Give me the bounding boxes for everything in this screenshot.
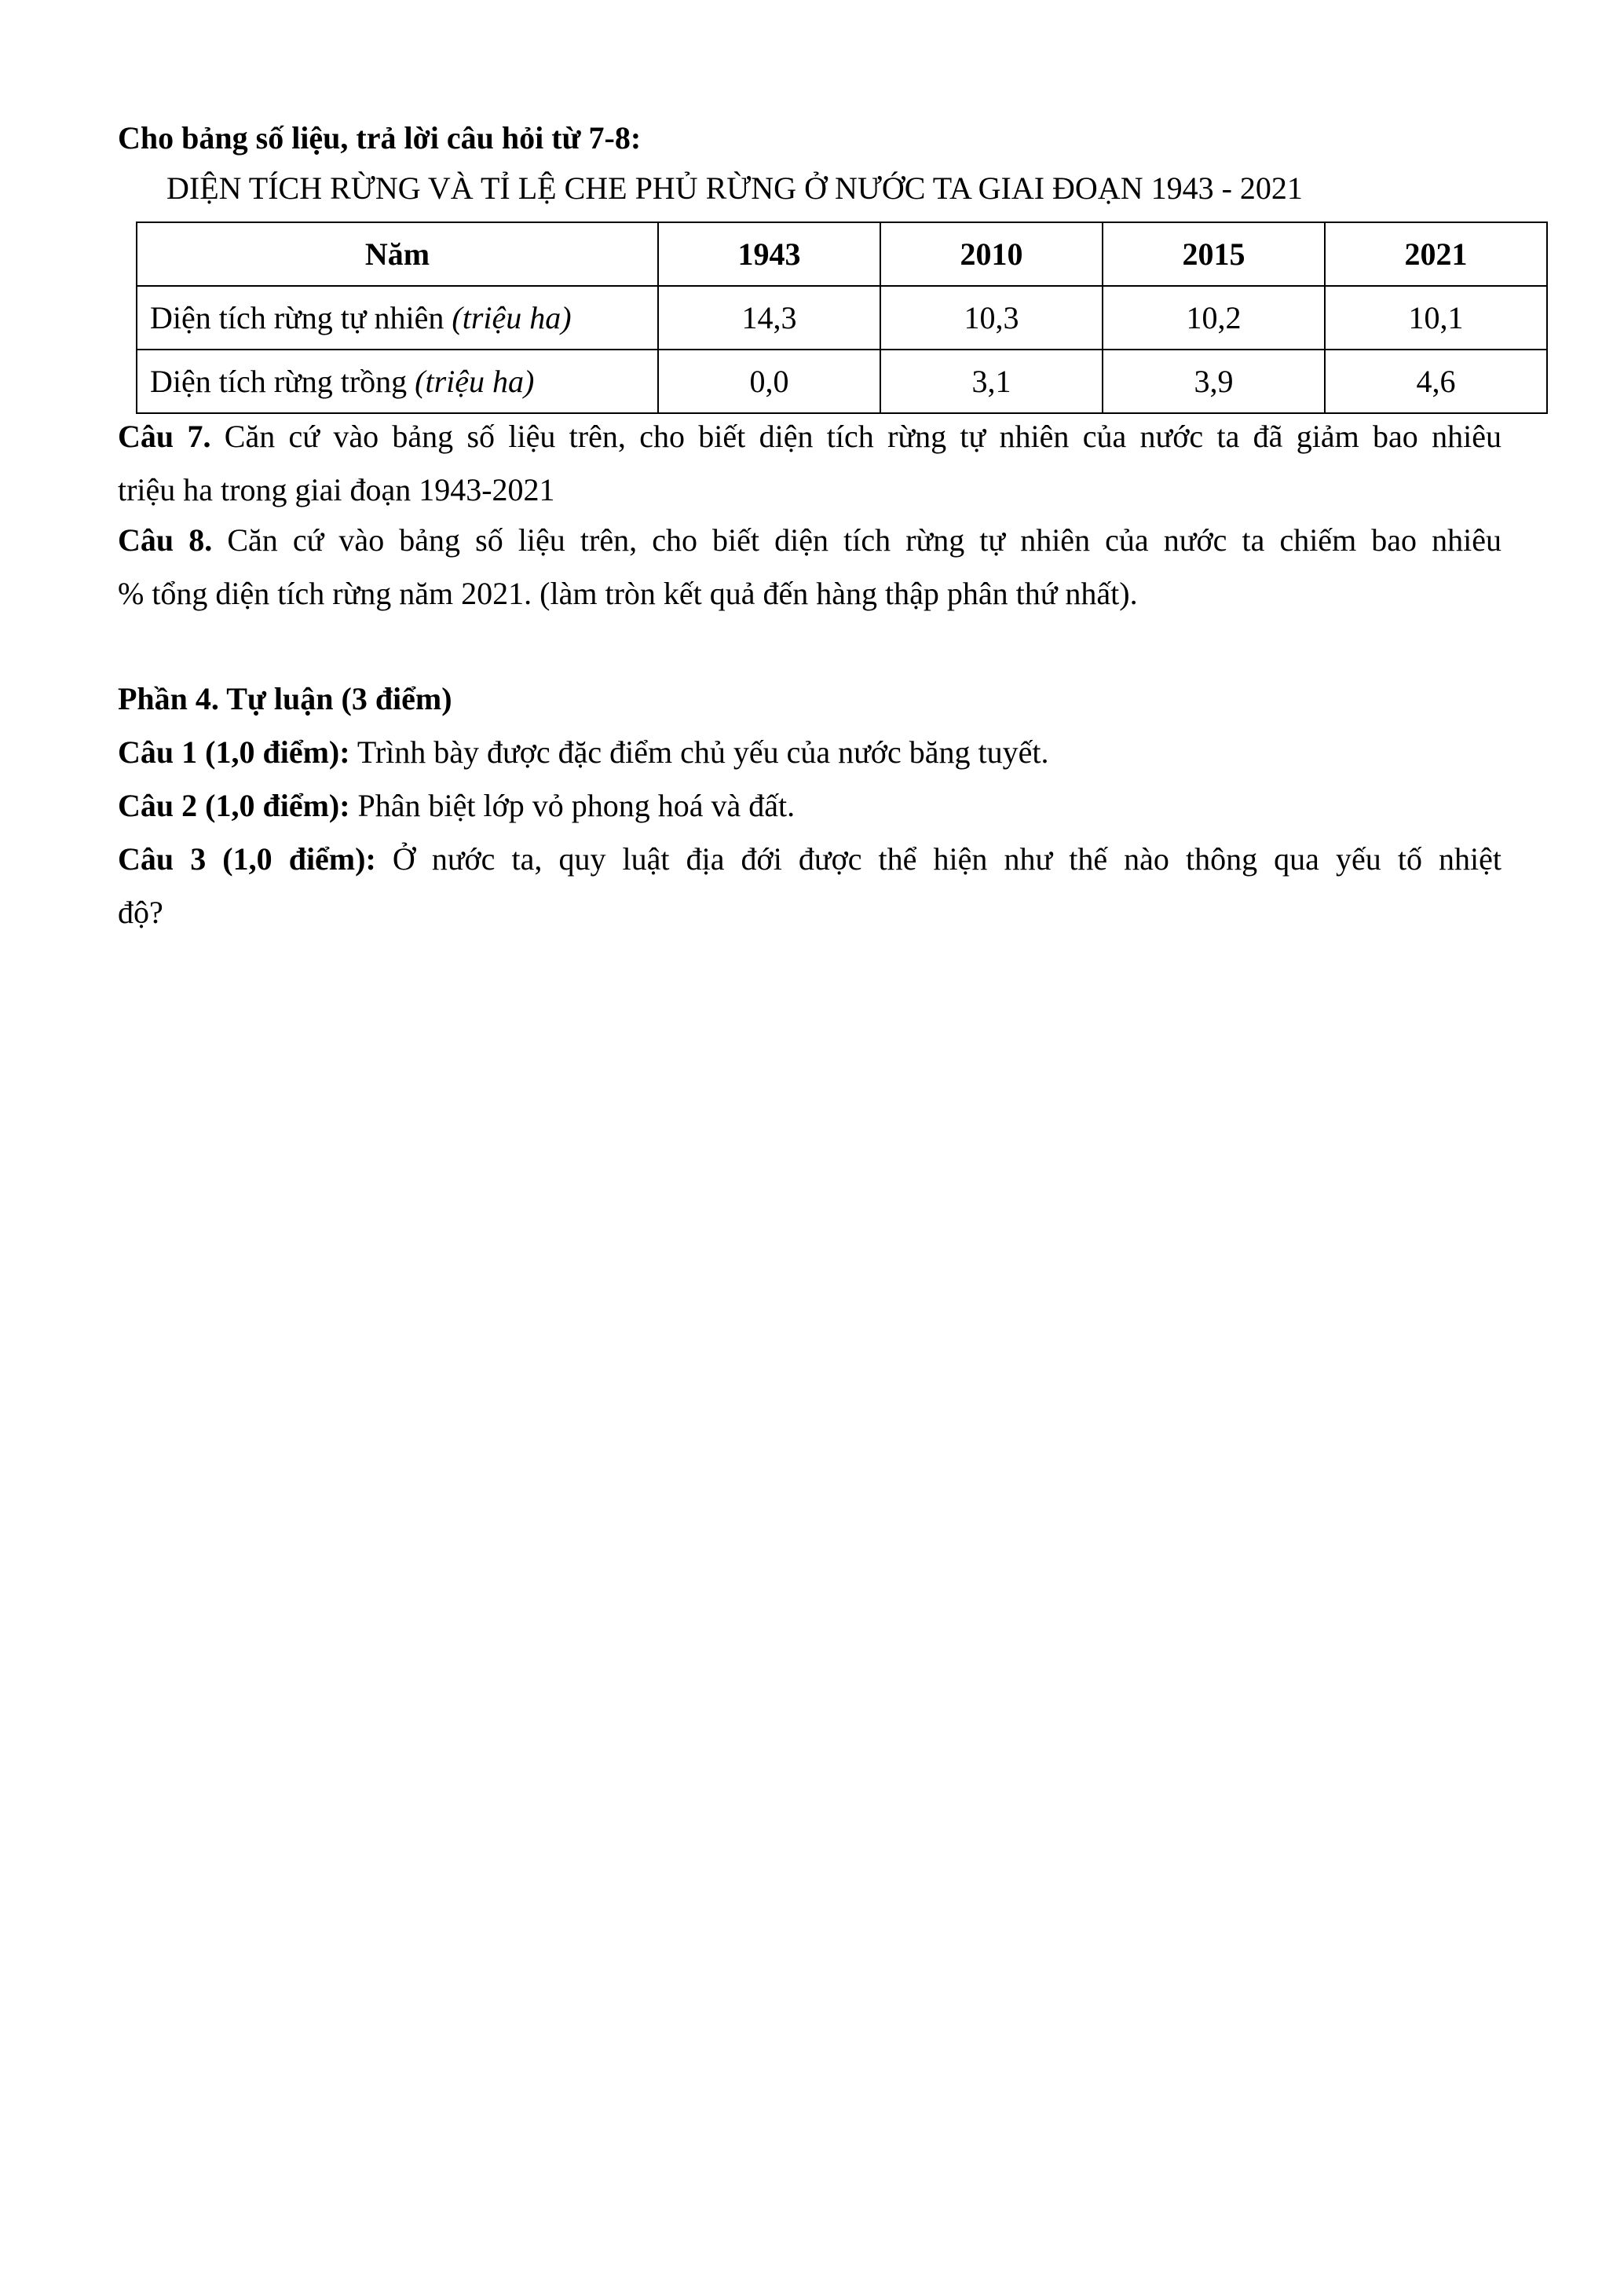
table-row — [137, 286, 1547, 350]
table-cell: 0,0 — [658, 350, 880, 413]
table-cell: 3,9 — [1103, 350, 1325, 413]
part-4-title: Phần 4. Tự luận (3 điểm) — [118, 681, 452, 716]
table-title: DIỆN TÍCH RỪNG VÀ TỈ LỆ CHE PHỦ RỪNG Ở NƯỚC TA GIAI ĐOẠN 1943 - 2021 — [166, 170, 1303, 206]
essay-question-1-label: Câu 1 (1,0 điểm): — [118, 734, 350, 770]
row-label-natural-forest — [137, 286, 658, 350]
row-unit: (triệu ha) — [452, 300, 572, 335]
question-8-text: Căn cứ vào bảng số liệu trên, cho biết diện tích rừng tự nhiên của nước ta chiếm bao nhiêu — [227, 522, 1502, 558]
row-label-planted-forest — [137, 350, 658, 413]
essay-question-1-text: Trình bày được đặc điểm chủ yếu của nước băng tuyết. — [357, 734, 1049, 770]
data-table — [136, 222, 1548, 414]
table-cell: 4,6 — [1325, 350, 1547, 413]
intro-heading: Cho bảng số liệu, trả lời câu hỏi từ 7-8: — [118, 120, 642, 156]
table-row — [137, 350, 1547, 413]
table-cell: 10,3 — [880, 286, 1103, 350]
question-8-label: Câu 8. — [118, 522, 213, 558]
essay-question-3-line-2: độ? — [118, 895, 163, 930]
header-cell-year: Năm — [137, 222, 658, 286]
question-7-line-1 — [118, 415, 1501, 459]
header-cell-2015: 2015 — [1103, 222, 1325, 286]
table-cell: 14,3 — [658, 286, 880, 350]
header-cell-1943: 1943 — [658, 222, 880, 286]
row-label-text: Diện tích rừng trồng — [150, 364, 408, 399]
header-cell-2021: 2021 — [1325, 222, 1547, 286]
essay-question-2-text: Phân biệt lớp vỏ phong hoá và đất. — [357, 788, 796, 823]
question-7-text: Căn cứ vào bảng số liệu trên, cho biết diện tích rừng tự nhiên của nước ta đã giảm bao nhiêu — [224, 419, 1501, 454]
essay-question-2 — [118, 784, 795, 828]
question-8-line-1 — [118, 518, 1501, 562]
question-8-line-2: % tổng diện tích rừng năm 2021. (làm tròn kết quả đến hàng thập phân thứ nhất). — [118, 576, 1138, 611]
header-cell-2010: 2010 — [880, 222, 1103, 286]
question-7-label: Câu 7. — [118, 419, 211, 454]
row-label-text: Diện tích rừng tự nhiên — [150, 300, 444, 335]
essay-question-3-label: Câu 3 (1,0 điểm): — [118, 841, 376, 877]
table-cell: 10,1 — [1325, 286, 1547, 350]
essay-question-3-text: Ở nước ta, quy luật địa đới được thể hiện như thế nào thông qua yếu tố nhiệt — [392, 841, 1502, 877]
row-unit: (triệu ha) — [415, 364, 535, 399]
essay-question-3-line-1 — [118, 837, 1501, 881]
table-cell: 10,2 — [1103, 286, 1325, 350]
table-cell: 3,1 — [880, 350, 1103, 413]
essay-question-2-label: Câu 2 (1,0 điểm): — [118, 788, 350, 823]
question-7-line-2: triệu ha trong giai đoạn 1943-2021 — [118, 472, 555, 507]
table-header-row — [137, 222, 1547, 286]
essay-question-1 — [118, 731, 1048, 774]
